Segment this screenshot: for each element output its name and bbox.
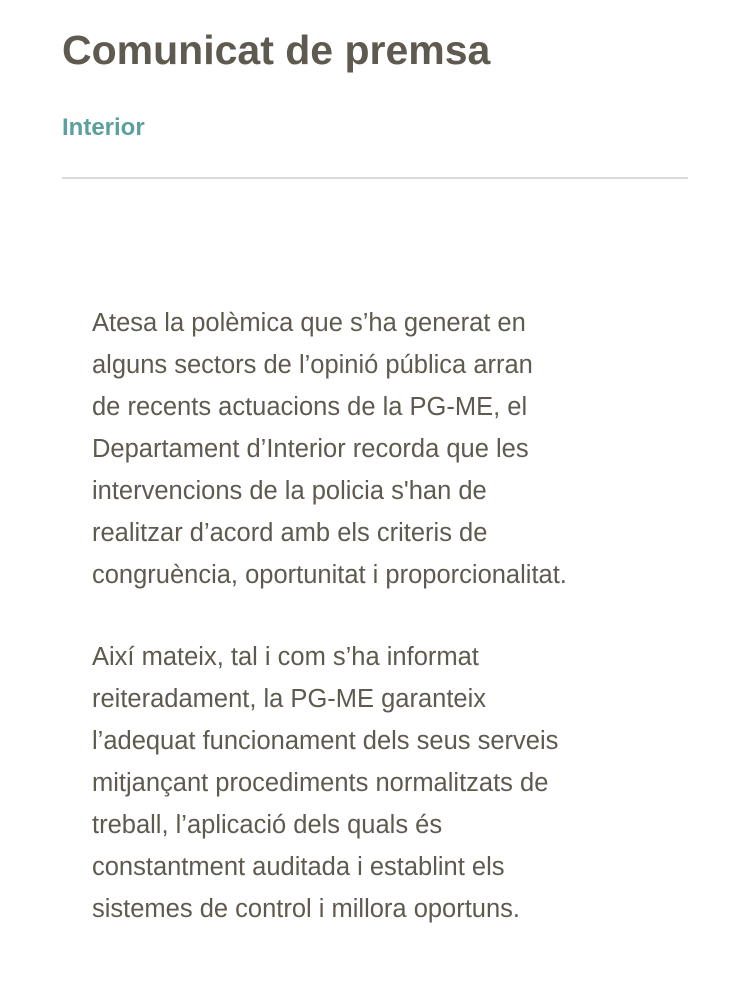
text-line: intervencions de la policia s'han de [92,477,487,505]
text-line: reiteradament, la PG-ME garanteix [92,685,487,713]
text-line: mitjançant procediments normalitzats de [92,769,549,797]
text-line: constantment auditada i establint els [92,853,505,881]
paragraph-2 [92,636,712,930]
text-line: realitzar d’acord amb els criteris de [92,519,488,547]
press-release-body [92,302,712,970]
text-line: l’adequat funcionament dels seus serveis [92,727,559,755]
text-line: alguns sectors de l’opinió pública arran [92,351,533,379]
paragraph-1 [92,302,712,596]
text-line: Atesa la polèmica que s’ha generat en [92,309,526,337]
text-line: Així mateix, tal i com s’ha informat [92,643,479,671]
divider [62,177,688,179]
page-title: Comunicat de premsa [62,27,491,73]
text-line: Departament d’Interior recorda que les [92,435,529,463]
text-line: treball, l’aplicació dels quals és [92,811,443,839]
text-line: sistemes de control i millora oportuns. [92,895,521,923]
text-line: congruència, oportunitat i proporcionalitat. [92,561,567,589]
text-line: de recents actuacions de la PG-ME, el [92,393,528,421]
department-label: Interior [62,114,145,141]
